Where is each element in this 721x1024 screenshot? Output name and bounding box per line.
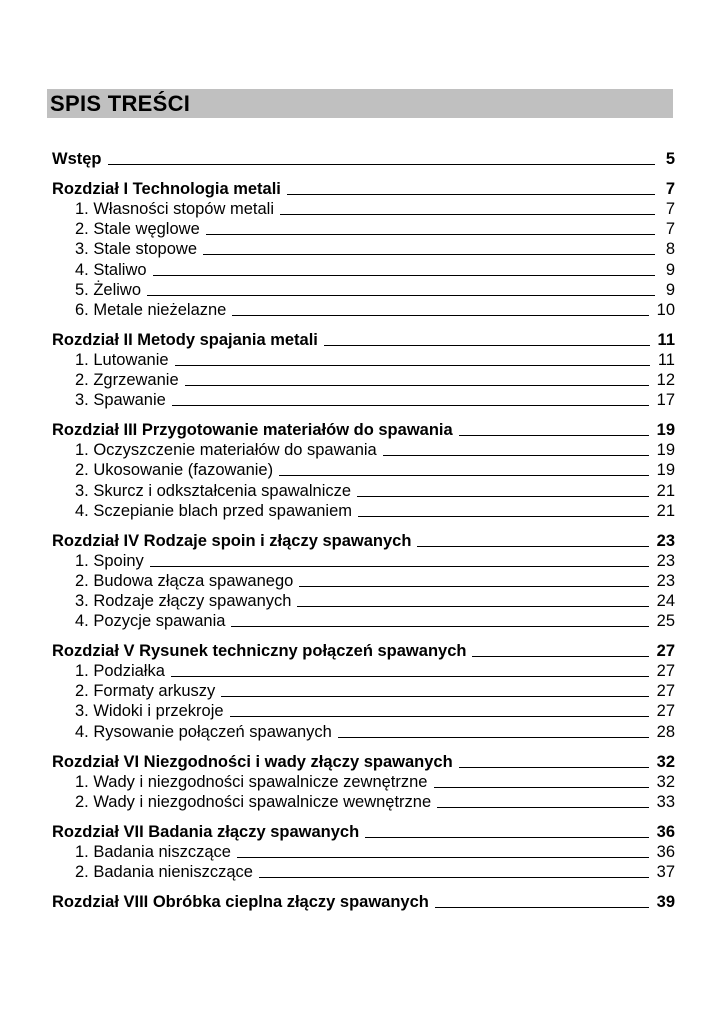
section-title: 1. Własności stopów metali xyxy=(75,200,274,219)
toc-chapter xyxy=(52,531,675,631)
section-title: 1. Oczyszczenie materiałów do spawania xyxy=(75,441,377,460)
section-title: 2. Budowa złącza spawanego xyxy=(75,571,294,590)
section-title: 5. Żeliwo xyxy=(75,280,142,299)
dotted-leader xyxy=(287,194,655,195)
toc-chapter xyxy=(52,149,675,169)
section-title: 6. Metale nieżelazne xyxy=(75,300,227,319)
section-title: 2. Wady i niezgodności spawalnicze wewnętrzne xyxy=(75,792,432,811)
section-page-number: 33 xyxy=(656,792,675,811)
dotted-leader xyxy=(237,857,649,858)
toc-chapter xyxy=(52,892,675,912)
section-page-number: 19 xyxy=(656,461,675,480)
section-page-number: 32 xyxy=(656,772,675,791)
section-page-number: 17 xyxy=(656,391,675,410)
chapter-page-number: 7 xyxy=(665,180,675,199)
chapter-page-number: 19 xyxy=(656,421,675,440)
section-title: 1. Wady i niezgodności spawalnicze zewnętrzne xyxy=(75,772,428,791)
chapter-page-number: 39 xyxy=(656,893,675,912)
section-page-number: 28 xyxy=(656,722,675,741)
section-page-number: 9 xyxy=(665,260,675,279)
dotted-leader xyxy=(472,656,648,657)
dotted-leader xyxy=(459,767,649,768)
dotted-leader xyxy=(434,787,649,788)
toc-section-entry[interactable] xyxy=(52,280,675,300)
dotted-leader xyxy=(172,405,649,406)
toc-section-entry[interactable] xyxy=(52,842,675,862)
section-title: 2. Formaty arkuszy xyxy=(75,682,216,701)
chapter-title: Rozdział III Przygotowanie materiałów do spawania xyxy=(52,421,453,440)
dotted-leader xyxy=(435,907,649,908)
section-title: 1. Badania niszczące xyxy=(75,843,231,861)
section-title: 1. Podziałka xyxy=(75,662,165,681)
dotted-leader xyxy=(279,475,649,476)
toc-section-entry[interactable] xyxy=(52,370,675,390)
chapter-title: Rozdział IV Rodzaje spoin i złączy spawanych xyxy=(52,531,412,550)
dotted-leader xyxy=(280,214,655,215)
dotted-leader xyxy=(338,737,649,738)
dotted-leader xyxy=(150,566,649,567)
toc-section-entry[interactable] xyxy=(52,681,675,701)
toc-chapter xyxy=(52,752,675,812)
chapter-title: Rozdział VI Niezgodności i wady złączy spawanych xyxy=(52,752,453,771)
toc-section-entry[interactable] xyxy=(52,772,675,792)
chapter-page-number: 5 xyxy=(665,150,675,169)
section-title: 3. Stale stopowe xyxy=(75,240,197,259)
toc-section-entry[interactable] xyxy=(52,701,675,721)
section-page-number: 24 xyxy=(656,591,675,610)
toc-chapter xyxy=(52,641,675,741)
section-page-number: 27 xyxy=(656,702,675,721)
chapter-page-number: 36 xyxy=(656,822,675,841)
dotted-leader xyxy=(365,837,648,838)
toc-chapter xyxy=(52,330,675,410)
chapter-page-number: 32 xyxy=(656,752,675,771)
toc-section-entry[interactable] xyxy=(52,661,675,681)
dotted-leader xyxy=(231,626,648,627)
section-title: 2. Stale węglowe xyxy=(75,220,200,239)
toc-chapter-entry[interactable] xyxy=(52,179,675,199)
dotted-leader xyxy=(153,275,655,276)
dotted-leader xyxy=(221,696,648,697)
toc-chapter-entry[interactable] xyxy=(52,892,675,912)
toc-section-entry[interactable] xyxy=(52,721,675,741)
section-page-number: 21 xyxy=(656,481,675,500)
chapter-title: Rozdział VIII Obróbka cieplna złączy spawanych xyxy=(52,893,429,912)
toc-section-entry[interactable] xyxy=(52,611,675,631)
toc-section-entry[interactable] xyxy=(52,219,675,239)
dotted-leader xyxy=(437,807,648,808)
section-page-number: 37 xyxy=(656,863,675,882)
toc-section-entry[interactable] xyxy=(52,792,675,812)
toc-section-entry[interactable] xyxy=(52,350,675,370)
toc-section-entry[interactable] xyxy=(52,571,675,591)
chapter-title: Rozdział I Technologia metali xyxy=(52,180,281,199)
dotted-leader xyxy=(259,877,649,878)
section-title: 1. Spoiny xyxy=(75,551,144,570)
section-page-number: 8 xyxy=(665,240,675,259)
toc-chapter-entry[interactable] xyxy=(52,330,675,350)
dotted-leader xyxy=(147,295,655,296)
toc-chapter-entry[interactable] xyxy=(52,822,675,842)
toc-section-entry[interactable] xyxy=(52,591,675,611)
section-page-number: 25 xyxy=(656,612,675,631)
section-page-number: 23 xyxy=(656,571,675,590)
dotted-leader xyxy=(358,516,649,517)
chapter-title: Rozdział VII Badania złączy spawanych xyxy=(52,822,360,841)
section-title: 2. Zgrzewanie xyxy=(75,371,179,390)
chapter-title: Rozdział II Metody spajania metali xyxy=(52,330,318,349)
dotted-leader xyxy=(299,586,648,587)
dotted-leader xyxy=(185,385,649,386)
section-page-number: 7 xyxy=(665,220,675,239)
toc-section-entry[interactable] xyxy=(52,239,675,259)
section-title: 4. Rysowanie połączeń spawanych xyxy=(75,722,332,741)
section-page-number: 23 xyxy=(656,551,675,570)
section-page-number: 27 xyxy=(656,662,675,681)
section-page-number: 27 xyxy=(656,682,675,701)
page-title: SPIS TREŚCI xyxy=(50,91,191,116)
toc-section-entry[interactable] xyxy=(52,390,675,410)
toc-chapter xyxy=(52,822,675,882)
section-title: 1. Lutowanie xyxy=(75,350,169,369)
toc-chapter xyxy=(52,420,675,520)
section-page-number: 36 xyxy=(656,843,675,861)
chapter-title: Rozdział V Rysunek techniczny połączeń spawanych xyxy=(52,642,467,661)
table-of-contents xyxy=(52,149,675,922)
title-banner xyxy=(47,89,673,118)
dotted-leader xyxy=(175,365,650,366)
toc-section-entry[interactable] xyxy=(52,480,675,500)
toc-chapter-entry[interactable] xyxy=(52,531,675,551)
toc-chapter-entry[interactable] xyxy=(52,149,675,169)
toc-section-entry[interactable] xyxy=(52,440,675,460)
toc-section-entry[interactable] xyxy=(52,300,675,320)
section-title: 4. Sczepianie blach przed spawaniem xyxy=(75,501,352,520)
toc-section-entry[interactable] xyxy=(52,551,675,571)
dotted-leader xyxy=(383,455,649,456)
toc-section-entry[interactable] xyxy=(52,460,675,480)
section-title: 3. Skurcz i odkształcenia spawalnicze xyxy=(75,481,352,500)
dotted-leader xyxy=(459,435,649,436)
toc-section-entry[interactable] xyxy=(52,259,675,279)
section-title: 2. Ukosowanie (fazowanie) xyxy=(75,461,274,480)
section-title: 4. Pozycje spawania xyxy=(75,612,226,631)
section-title: 3. Spawanie xyxy=(75,391,166,410)
chapter-title: Wstęp xyxy=(52,150,102,169)
dotted-leader xyxy=(357,496,649,497)
section-title: 4. Staliwo xyxy=(75,260,147,279)
dotted-leader xyxy=(297,606,648,607)
section-title: 2. Badania nieniszczące xyxy=(75,863,253,882)
chapter-page-number: 27 xyxy=(656,642,675,661)
toc-section-entry[interactable] xyxy=(52,199,675,219)
dotted-leader xyxy=(108,164,656,165)
chapter-page-number: 23 xyxy=(656,531,675,550)
dotted-leader xyxy=(206,234,655,235)
toc-section-entry[interactable] xyxy=(52,501,675,521)
section-page-number: 12 xyxy=(656,371,675,390)
section-page-number: 11 xyxy=(657,350,675,369)
section-title: 3. Widoki i przekroje xyxy=(75,702,224,721)
section-page-number: 21 xyxy=(656,501,675,520)
toc-section-entry[interactable] xyxy=(52,862,675,882)
section-page-number: 9 xyxy=(665,280,675,299)
dotted-leader xyxy=(324,345,650,346)
section-page-number: 10 xyxy=(656,300,675,319)
dotted-leader xyxy=(230,716,649,717)
toc-chapter-entry[interactable] xyxy=(52,420,675,440)
chapter-page-number: 11 xyxy=(657,330,675,349)
section-title: 3. Rodzaje złączy spawanych xyxy=(75,591,292,610)
toc-chapter xyxy=(52,179,675,320)
toc-chapter-entry[interactable] xyxy=(52,752,675,772)
dotted-leader xyxy=(417,546,648,547)
dotted-leader xyxy=(232,315,648,316)
dotted-leader xyxy=(171,676,649,677)
toc-chapter-entry[interactable] xyxy=(52,641,675,661)
dotted-leader xyxy=(203,254,655,255)
section-page-number: 7 xyxy=(665,200,675,219)
section-page-number: 19 xyxy=(656,441,675,460)
